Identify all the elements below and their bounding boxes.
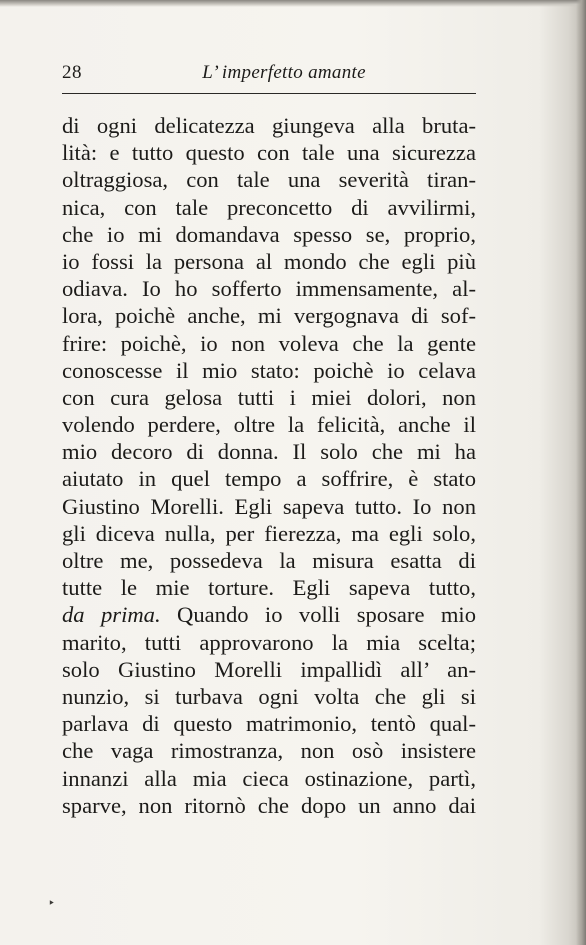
text-line: sparve, non ritornò che dopo un anno dai [62, 792, 476, 818]
page-number: 28 [62, 62, 82, 83]
italic-phrase: da prima. [62, 602, 161, 628]
page-right-edge [576, 0, 586, 945]
text-line: che vaga rimostranza, non osò insistere [62, 738, 476, 764]
text-line: Giustino Morelli. Egli sapeva tutto. Io non [62, 493, 476, 519]
text-line: odiava. Io ho sofferto immensamente, al- [62, 276, 476, 302]
text-line: mio decoro di donna. Il solo che mi ha [62, 439, 476, 465]
text-line: marito, tutti approvarono la mia scelta; [62, 629, 476, 655]
text-line: gli diceva nulla, per fierezza, ma egli solo, [62, 520, 476, 546]
text-line: innanzi alla mia cieca ostinazione, partì, [62, 765, 476, 791]
text-line: tutte le mie torture. Egli sapeva tutto, [62, 575, 476, 601]
text-line: nunzio, si turbava ogni volta che gli si [62, 683, 476, 709]
text-line: lora, poichè anche, mi vergognava di sof- [62, 303, 476, 329]
text-line: io fossi la persona al mondo che egli più [62, 248, 476, 274]
running-title: L’ imperfetto amante [202, 62, 366, 83]
margin-specks: ‣ [48, 896, 56, 910]
text-line: che io mi domandava spesso se, proprio, [62, 221, 476, 247]
text-line: con cura gelosa tutti i miei dolori, non [62, 384, 476, 410]
body-text [62, 112, 476, 819]
text-line: oltre me, possedeva la misura esatta di [62, 548, 476, 573]
text-line: oltraggiosa, con tale una severità tiran- [62, 167, 476, 193]
text-line: solo Giustino Morelli impallidì all’ an- [62, 656, 476, 682]
text-line: nica, con tale preconcetto di avvilirmi, [62, 194, 476, 220]
text-line: parlava di questo matrimonio, tentò qual- [62, 711, 476, 737]
page-top-edge [0, 0, 586, 7]
text-line-with-italic [62, 601, 476, 628]
text-line: volendo perdere, oltre la felicità, anche il [62, 412, 476, 438]
running-header [62, 58, 476, 88]
text-line: conoscesse il mio stato: poichè io celava [62, 357, 476, 383]
text-line-rest: Quando io volli sposare mio [160, 602, 477, 628]
text-line: frire: poichè, io non voleva che la gente [62, 330, 476, 356]
text-line: di ogni delicatezza giungeva alla bruta- [62, 113, 476, 138]
text-line: aiutato in quel tempo a soffrire, è stato [62, 466, 476, 492]
text-line: lità: e tutto questo con tale una sicurezza [62, 140, 476, 166]
header-rule [62, 93, 476, 94]
